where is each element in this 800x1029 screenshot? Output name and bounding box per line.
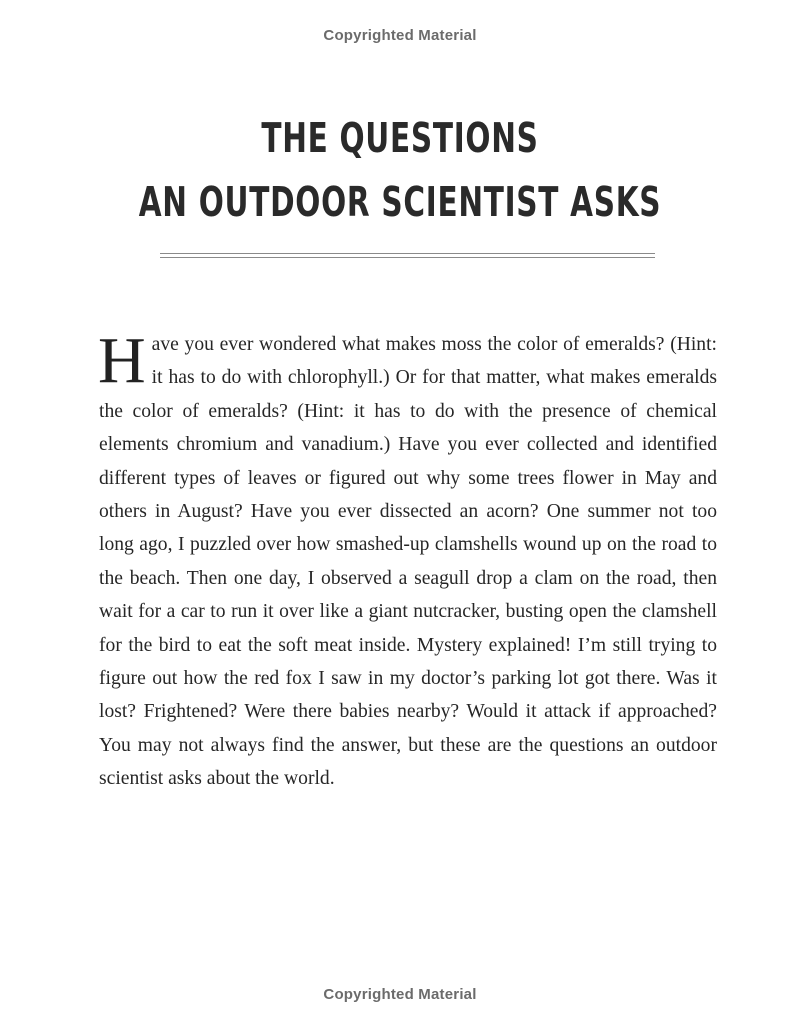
chapter-heading-line-2: AN OUTDOOR SCIENTIST ASKS: [138, 178, 662, 226]
chapter-heading: [0, 106, 800, 234]
copyright-watermark-top: Copyrighted Material: [323, 27, 477, 44]
chapter-heading-line-1: THE QUESTIONS: [261, 114, 539, 162]
heading-divider: [160, 253, 655, 258]
drop-cap: H: [98, 324, 146, 397]
body-paragraph-text: ave you ever wondered what makes moss the color of emeralds? (Hint: it has to do with chlorophyll.) Or for that matter, what makes emeralds the color of emeralds? (Hint: it has to do with the presence of chemical elements chromium and vanadium.) Have you ever collected and identified different types of leaves or figured out why some trees flower in May and others in August? Have you ever dissected an acorn? One summer not too long ago, I puzzled over how smashed-up clamshells wound up on the road to the beach. Then one day, I observed a seagull drop a clam on the road, then wait for a car to run it over like a giant nutcracker, busting open the clamshell for the bird to eat the soft meat inside. Mystery explained! I’m still trying to figure out how the red fox I saw in my doctor’s parking lot got there. Was it lost? Frightened? Were there babies nearby? Would it attack if approached? You may not always find the answer, but these are the questions an outdoor scientist asks about the world.: [99, 334, 717, 790]
copyright-watermark-bottom: Copyrighted Material: [323, 986, 477, 1003]
body-paragraph: [98, 324, 717, 796]
